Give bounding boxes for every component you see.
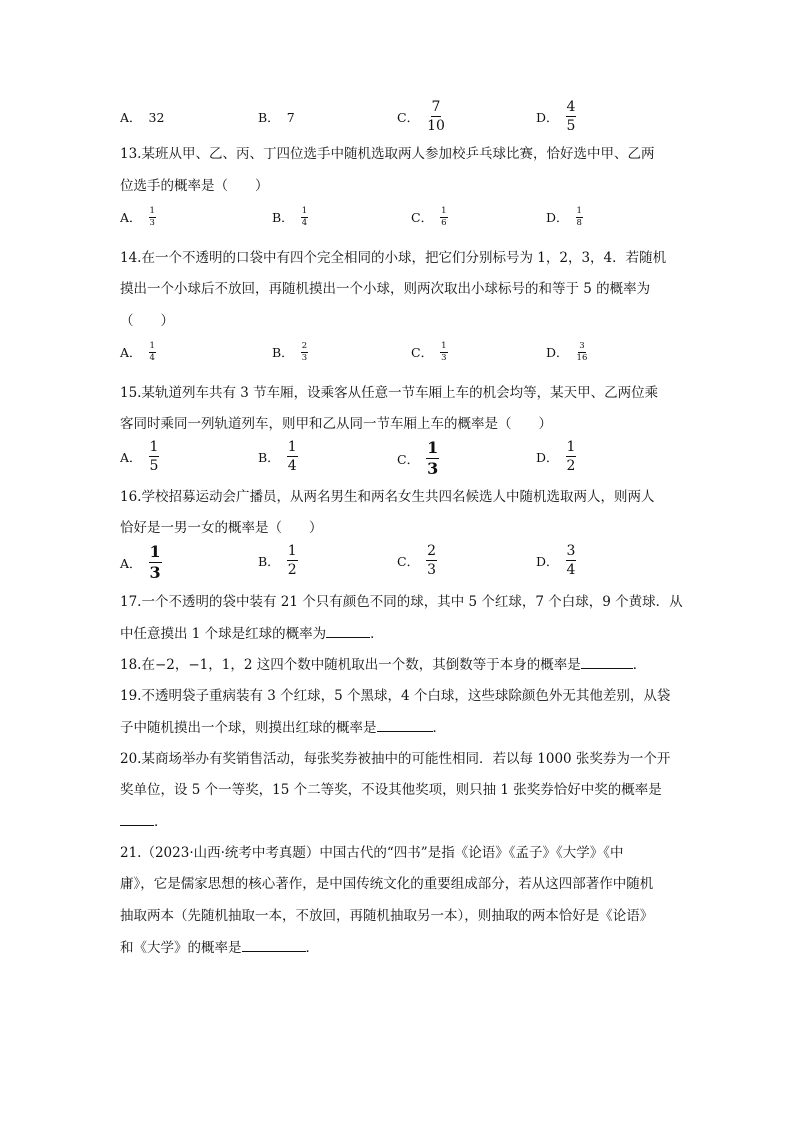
answer-blank[interactable]	[581, 654, 633, 669]
choice-b[interactable]: B． $\frac{2}{3}$	[272, 341, 308, 363]
q19-stem-line2: 子中随机摸出一个球，则摸出红球的概率是 ．	[120, 717, 446, 738]
q16-stem-line1: 16.学校招募运动会广播员，从两名男生和两名女生共四名候选人中随机选取两人，则两人	[120, 489, 655, 505]
q21-stem-line2: 庸》，它是儒家思想的核心著作，是中国传统文化的重要组成部分，若从这四部著作中随机	[120, 876, 654, 892]
choice-a[interactable]: A． $\frac{1}{5}$	[120, 439, 159, 474]
choice-d[interactable]: D． $\frac{1}{2}$	[536, 439, 576, 474]
answer-blank[interactable]	[377, 717, 433, 732]
q16-stem-line2: 恰好是一男一女的概率是（ ）	[120, 520, 323, 536]
choice-b[interactable]: B． 7	[258, 109, 295, 125]
fraction: $\frac{4}{5}$	[566, 99, 576, 134]
answer-blank[interactable]	[242, 937, 306, 952]
q17-stem-line2: 中任意摸出 1 个球是红球的概率为 ．	[120, 623, 384, 644]
q14-stem-line1: 14.在一个不透明的口袋中有四个完全相同的小球，把它们分别标号为 1，2，3，4．若随机	[120, 250, 667, 266]
choice-a[interactable]: A． $\frac{1}{3}$	[120, 542, 161, 582]
q14-stem-line3: （ ）	[120, 313, 174, 329]
choice-c[interactable]: C． $\frac{1}{6}$	[411, 206, 447, 228]
fraction: $\frac{7}{10}$	[427, 99, 445, 134]
choice-c[interactable]: C． $\frac{2}{3}$	[397, 543, 436, 578]
choice-b[interactable]: B． $\frac{1}{2}$	[258, 543, 297, 578]
choice-c[interactable]: C． $\frac{1}{3}$	[397, 438, 439, 478]
q20-stem-line3: ．	[120, 811, 168, 832]
q19-stem-line1: 19.不透明袋子重病装有 3 个红球，5 个黑球，4 个白球，这些球除颜色外无其他差别，从袋	[120, 688, 671, 704]
q21-stem-line4: 和《大学》的概率是 ．	[120, 937, 319, 958]
q17-stem-line1: 17.一个不透明的袋中装有 21 个只有颜色不同的球，其中 5 个红球，7 个白球，9 个黄球．从	[120, 594, 683, 610]
q13-stem-line1: 13.某班从甲、乙、丙、丁四位选手中随机选取两人参加校乒乓球比赛，恰好选中甲、乙两	[120, 146, 655, 162]
choice-a[interactable]: A． $\frac{1}{4}$	[120, 341, 155, 363]
q21-stem-line3: 抽取两本（先随机抽取一本，不放回，再随机抽取另一本），则抽取的两本恰好是《论语》	[120, 908, 654, 924]
choice-a[interactable]: A． 32	[120, 109, 165, 125]
answer-blank[interactable]	[120, 811, 154, 826]
choice-d[interactable]: D． $\frac{3}{4}$	[536, 543, 576, 578]
choice-b[interactable]: B． $\frac{1}{4}$	[272, 206, 308, 228]
q18-stem-line1: 18.在−2，−1，1，2 这四个数中随机取出一个数，其倒数等于本身的概率是 ．	[120, 654, 646, 675]
choice-a[interactable]: A． $\frac{1}{3}$	[120, 206, 155, 228]
q13-stem-line2: 位选手的概率是（ ）	[120, 178, 269, 194]
choice-c[interactable]: C． $\frac{7}{10}$	[397, 99, 445, 134]
q14-stem-line2: 摸出一个小球后不放回，再随机摸出一个小球，则两次取出小球标号的和等于 5 的概率为	[120, 281, 651, 297]
choice-b[interactable]: B． $\frac{1}{4}$	[258, 439, 297, 474]
choice-d[interactable]: D． $\frac{1}{8}$	[546, 206, 582, 228]
q20-stem-line2: 奖单位，设 5 个一等奖，15 个二等奖，不设其他奖项，则只抽 1 张奖券恰好中奖的概率是	[120, 782, 662, 798]
choice-c[interactable]: C． $\frac{1}{3}$	[411, 341, 447, 363]
choice-d[interactable]: D． $\frac{3}{16}$	[546, 341, 588, 363]
choice-d[interactable]: D． $\frac{4}{5}$	[536, 99, 576, 134]
q20-stem-line1: 20.某商场举办有奖销售活动，每张奖券被抽中的可能性相同．若以每 1000 张奖券为一个开	[120, 751, 671, 767]
q15-stem-line2: 客同时乘同一列轨道列车，则甲和乙从同一节车厢上车的概率是（ ）	[120, 416, 552, 432]
answer-blank[interactable]	[326, 623, 370, 638]
q21-stem-line1: 21.（2023·山西·统考中考真题）中国古代的“四书”是指《论语》《孟子》《大学》《中	[120, 845, 624, 861]
q15-stem-line1: 15.某轨道列车共有 3 节车厢，设乘客从任意一节车厢上车的机会均等，某天甲、乙两位乘	[120, 385, 659, 401]
